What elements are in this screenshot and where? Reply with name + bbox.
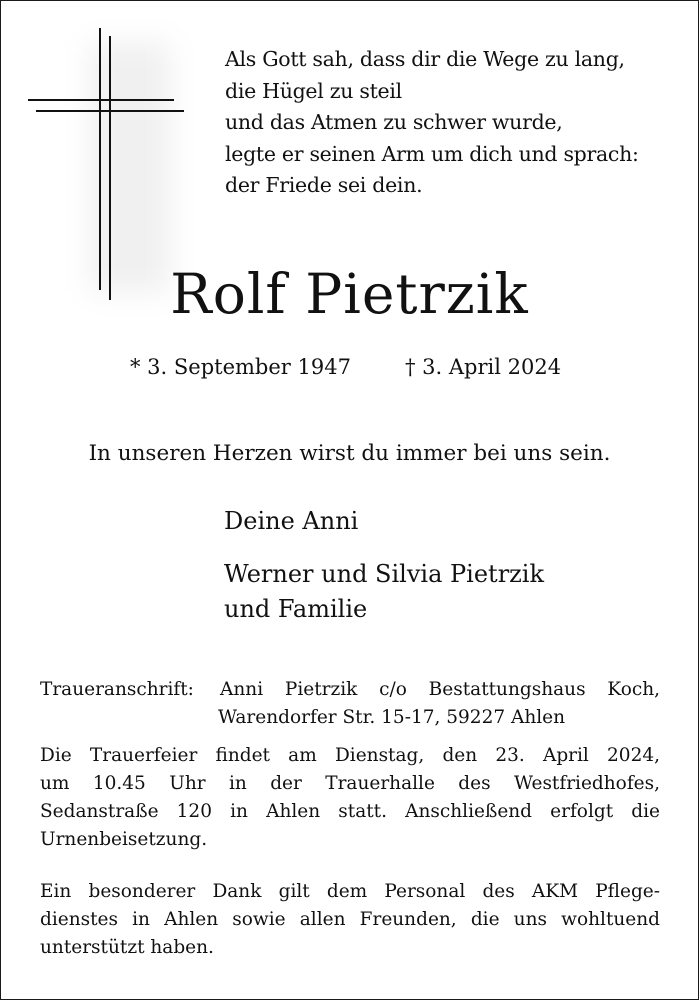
funeral-info — [40, 742, 660, 854]
thanks-line: Ein besonderer Dank gilt dem Personal des AKM Pflege- — [40, 881, 660, 902]
thanks-line: dienstes in Ahlen sowie allen Freunden, die uns wohltuend — [40, 909, 660, 930]
poem-line: Als Gott sah, dass dir die Wege zu lang, — [225, 47, 625, 71]
poem-line: legte er seinen Arm um dich und sprach: — [225, 141, 639, 166]
thanks-line: unterstützt haben. — [40, 937, 214, 958]
address-line: Anni Pietrzik c/o Bestattungshaus Koch, — [220, 679, 660, 700]
death-date: † 3. April 2024 — [405, 355, 562, 379]
motto: In unseren Herzen wirst du immer bei uns sein. — [88, 441, 611, 466]
deceased-name: Rolf Pietrzik — [170, 262, 529, 326]
funeral-line: um 10.45 Uhr in der Trauerhalle des Westfriedhofes, — [40, 773, 660, 794]
funeral-line: Die Trauerfeier findet am Dienstag, den 23. April 2024, — [40, 745, 660, 766]
signer: Deine Anni — [224, 507, 359, 535]
address-label: Traueranschrift: — [40, 679, 194, 700]
poem-line: die Hügel zu steil — [225, 78, 402, 103]
poem — [225, 44, 665, 202]
thanks-info — [40, 878, 660, 962]
signer: und Familie — [224, 595, 368, 623]
signer: Werner und Silvia Pietrzik — [224, 560, 545, 588]
poem-line: und das Atmen zu schwer wurde, — [225, 110, 563, 134]
signers — [224, 504, 544, 627]
mourning-address — [40, 676, 660, 732]
address-line: Warendorfer Str. 15-17, 59227 Ahlen — [218, 707, 566, 728]
birth-date: * 3. September 1947 — [130, 355, 351, 379]
funeral-line: Sedanstraße 120 in Ahlen statt. Anschließend erfolgt die — [40, 801, 660, 822]
cross-icon — [20, 22, 192, 302]
poem-line: der Friede sei dein. — [225, 173, 423, 197]
funeral-line: Urnenbeisetzung. — [40, 829, 208, 850]
